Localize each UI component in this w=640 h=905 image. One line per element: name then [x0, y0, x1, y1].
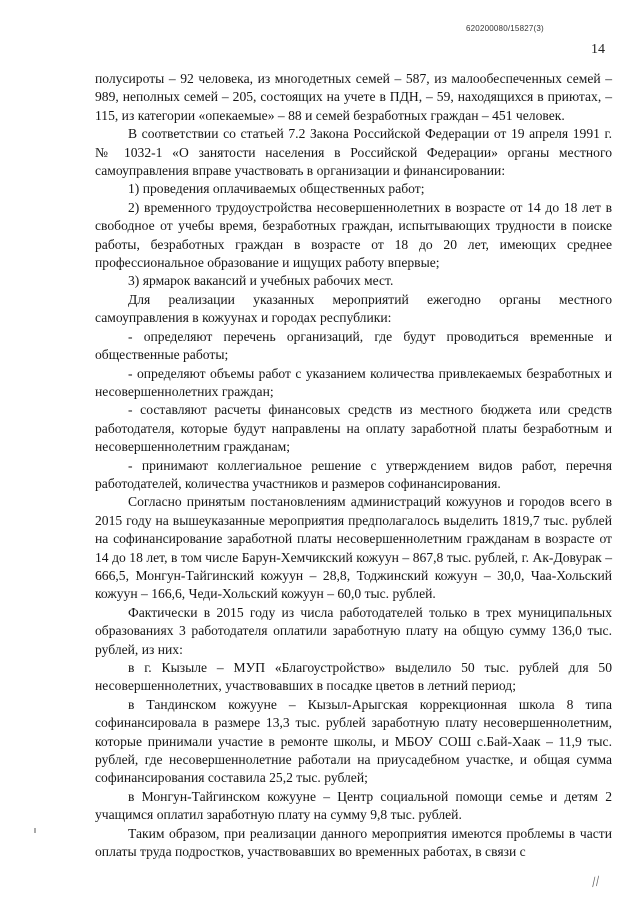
paragraph: в Тандинском кожууне – Кызыл-Арыгская коррекционная школа 8 типа софинансировала в размере 13,3 тыс. рублей заработную плату несовершеннолетним, которые принимали участие в ремонте школы, и МБОУ СОШ с.Бай-Хаак – 11,9 тыс. рублей, где несовершеннолетние работали на приусадебном участке, и общая сумма софинансирования составила 25,2 тыс. рублей;: [95, 696, 612, 786]
list-item: 1) проведения оплачиваемых общественных работ;: [128, 181, 425, 197]
paragraph: полусироты – 92 человека, из многодетных семей – 587, из малообеспеченных семей – 989, неполных семей – 205, состоящих на учете в ПДН, – 59, находящихся в приютах, – 115, из категории «опекаемые» – 88 и семей безработных граждан – 451 человек.: [95, 71, 612, 123]
paragraph: В соответствии со статьей 7.2 Закона Российской Федерации от 19 апреля 1991 г. № 1032-1 «О занятости населения в Российской Федерации» органы местного самоуправления вправе участвовать в организации и финансировании:: [95, 126, 612, 179]
paragraph: Фактически в 2015 году из числа работодателей только в трех муниципальных образованиях 3 работодателя оплатили заработную плату на общую сумму 136,0 тыс. рублей, из них:: [95, 604, 612, 657]
list-item: - определяют перечень организаций, где будут проводиться временные и общественные работы;: [95, 328, 612, 363]
paragraph: Согласно принятым постановлениям администраций кожуунов и городов всего в 2015 году на вышеуказанные мероприятия предполагалось выделить 1819,7 тыс. рублей на софинансирование заработной платы несовершеннолетним гражданам в возрасте от 14 до 18 лет, в том числе Барун-Хемчикский кожуун – 867,8 тыс. рублей, г. Ак-Довурак – 666,5, Монгун-Тайгинский кожуун – 28,8, Тоджинский кожуун – 30,0, Чаа-Хольский кожуун – 166,6, Чеди-Хольский кожуун – 60,0 тыс. рублей.: [95, 494, 612, 602]
document-body: [95, 70, 612, 861]
list-item: - определяют объемы работ с указанием количества привлекаемых безработных и несовершеннолетних граждан;: [95, 365, 612, 399]
list-item: 2) временного трудоустройства несовершеннолетних в возрасте от 14 до 18 лет в свободное от учебы время, безработных граждан, испытывающих трудности в поиске работы, безработных граждан в возрасте от 18 до 20 лет, имеющих среднее профессиональное образование и ищущих работу впервые;: [95, 199, 612, 271]
scan-artifact: [34, 828, 36, 833]
paragraph: Для реализации указанных мероприятий ежегодно органы местного самоуправления в кожуунах и городах республики:: [95, 291, 612, 326]
list-item: 3) ярмарок вакансий и учебных рабочих мест.: [128, 273, 394, 289]
list-item: - составляют расчеты финансовых средств из местного бюджета или средств работодателя, которые будут направлены на оплату заработной платы безработным и несовершеннолетним гражданам;: [95, 402, 612, 455]
paragraph: в Монгун-Тайгинском кожууне – Центр социальной помощи семье и детям 2 учащимся оплатил заработную плату на сумму 9,8 тыс. рублей.: [95, 788, 612, 823]
page-number: 14: [591, 42, 605, 57]
paragraph: в г. Кызыле – МУП «Благоустройство» выделило 50 тыс. рублей для 50 несовершеннолетних, участвовавших в посадке цветов в летний период;: [95, 660, 612, 694]
corner-handwritten-mark: //: [590, 874, 602, 891]
document-number: 620200080/15827(3): [466, 24, 544, 33]
list-item: - принимают коллегиальное решение с утверждением видов работ, перечня работодателей, количества участников и размеров софинансирования.: [95, 457, 612, 491]
paragraph: Таким образом, при реализации данного мероприятия имеются проблемы в части оплаты труда подростков, участвовавших во временных работах, в связи с: [95, 825, 612, 860]
